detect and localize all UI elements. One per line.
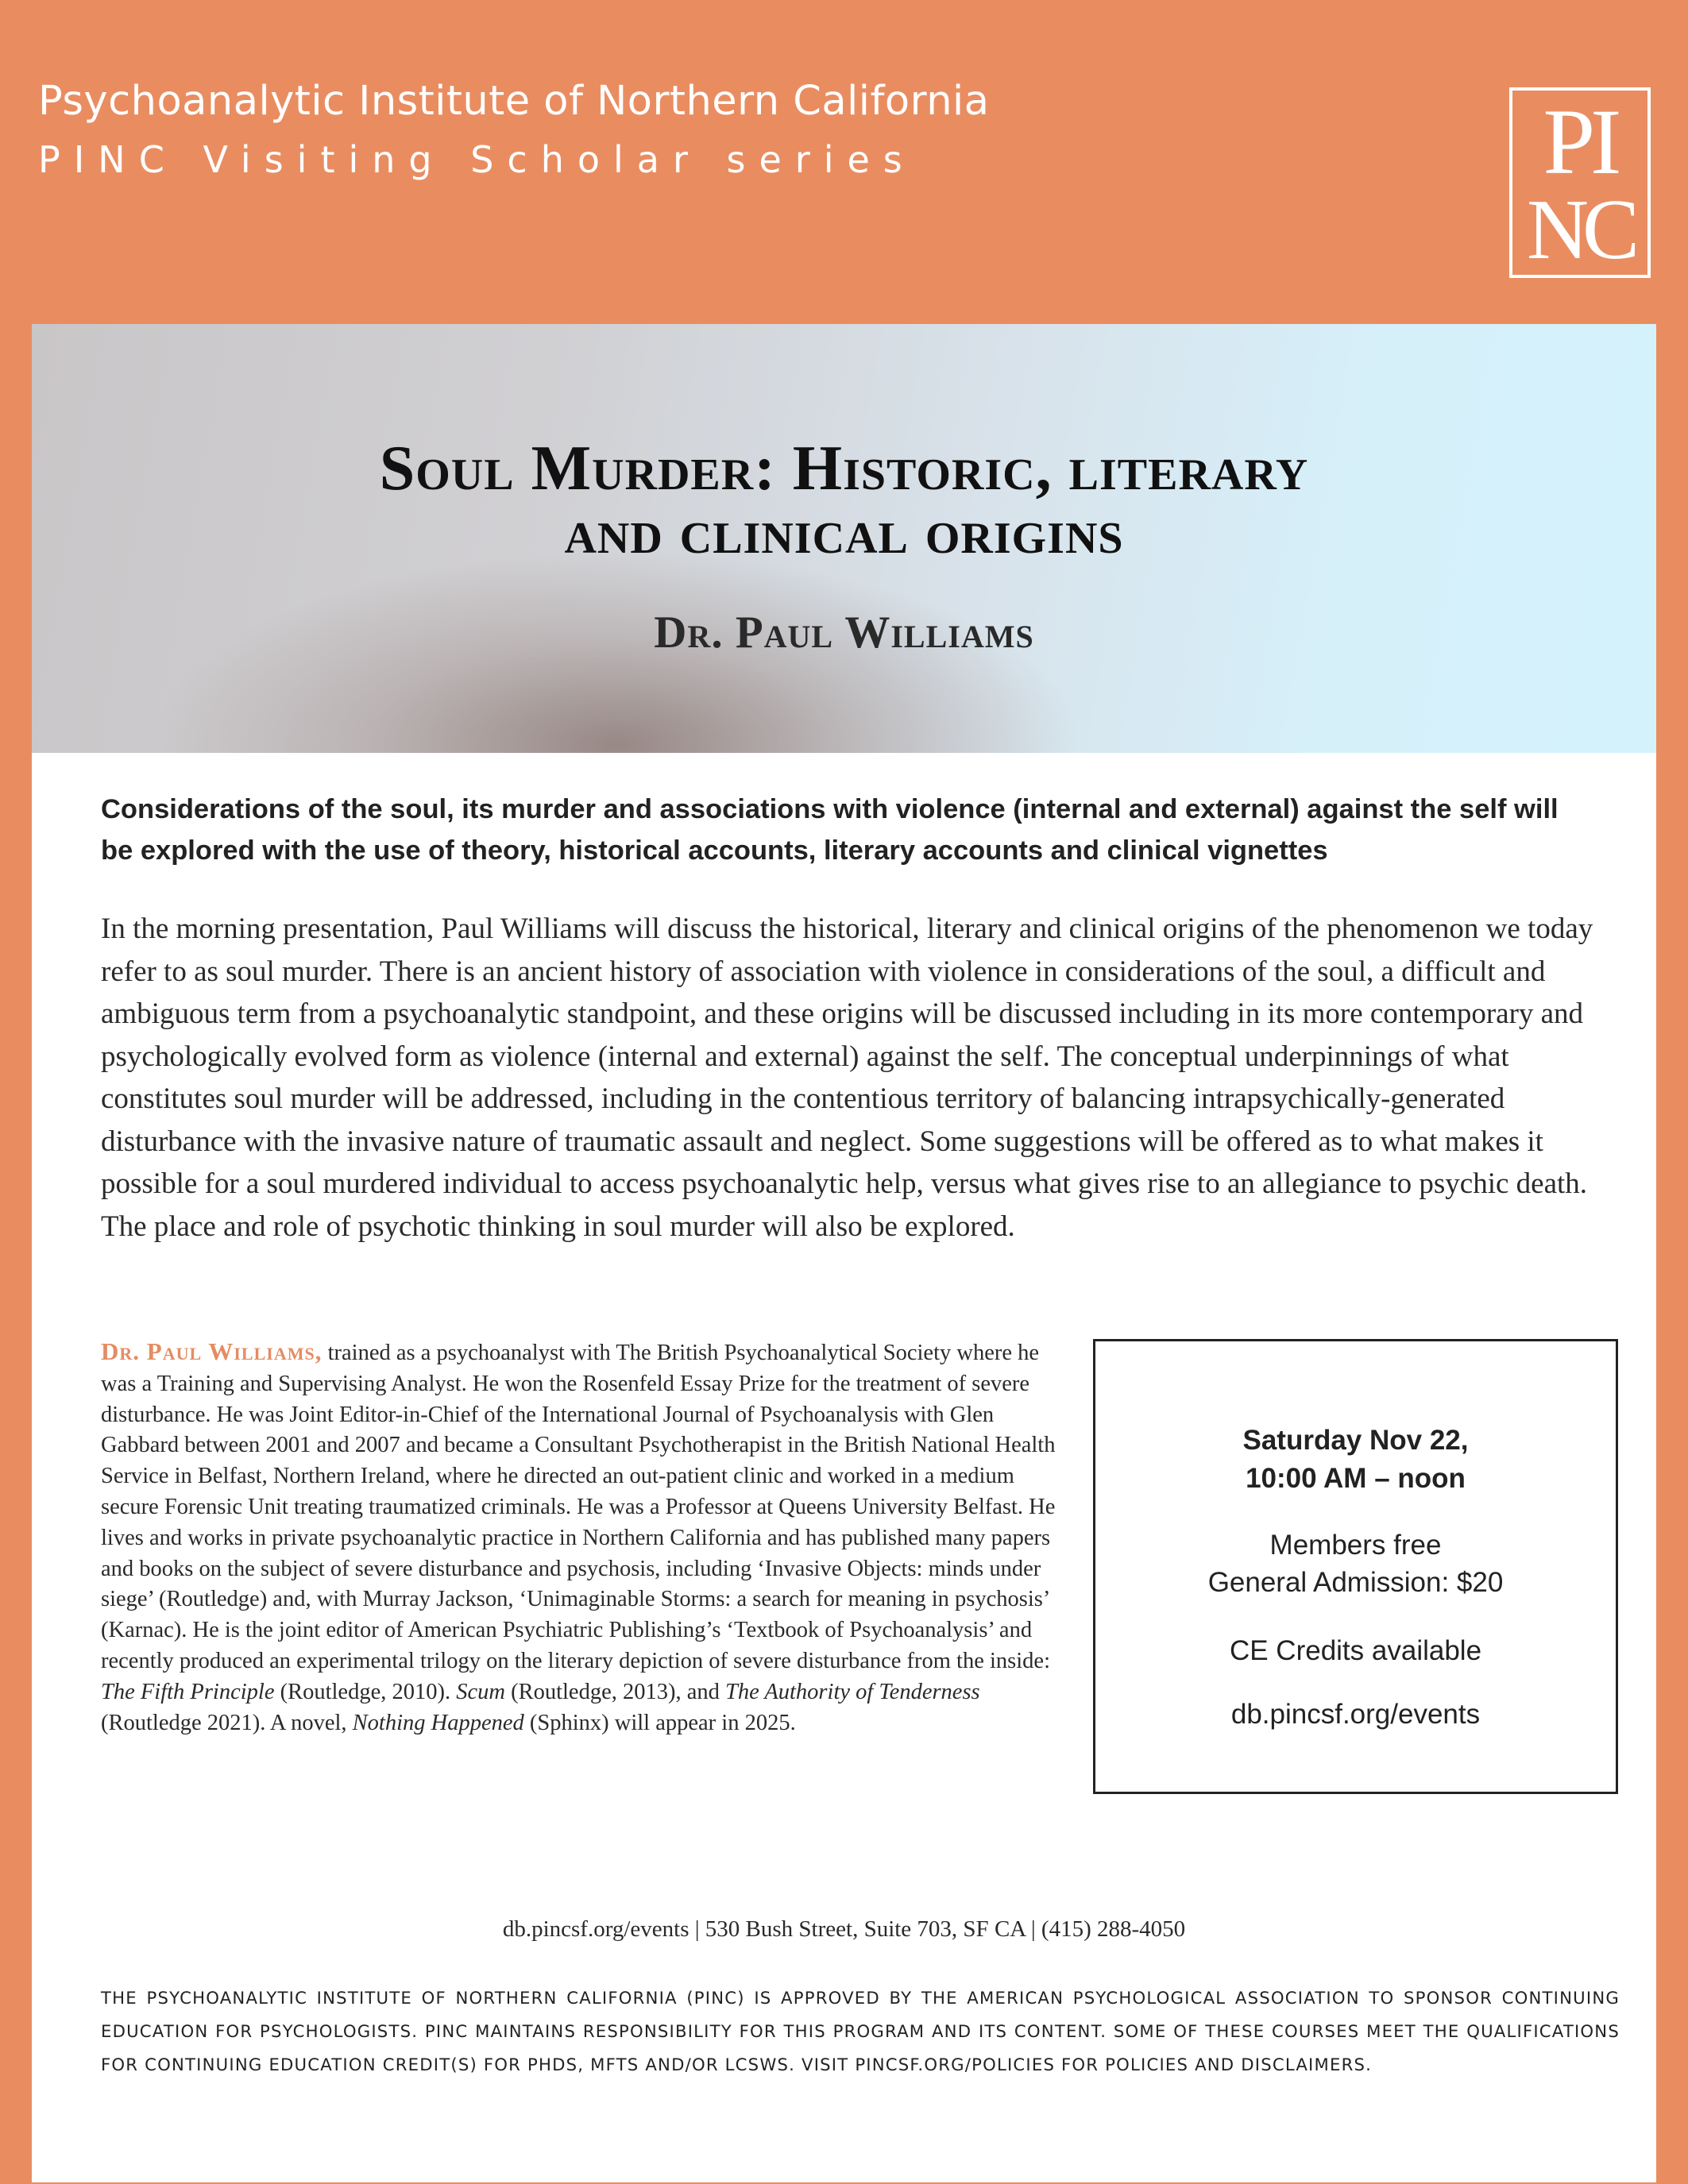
event-title [32, 434, 1656, 567]
bio-text-3: (Routledge, 2013), and [504, 1679, 725, 1704]
lede-paragraph: Considerations of the soul, its murder and associations with violence (internal and external) against the self will be explored with the use of theory, historical accounts, literary accounts and clinical vignettes [101, 794, 1559, 866]
ce-credits: CE Credits available [1229, 1635, 1482, 1666]
pinc-logo [1509, 87, 1651, 278]
ce-disclaimer: THE PSYCHOANALYTIC INSTITUTE OF NORTHERN CALIFORNIA (PINC) IS APPROVED BY THE AMERICAN PSYCHOLOGICAL ASSOCIATION TO SPONSOR CONTINUING EDUCATION FOR PSYCHOLOGISTS. PINC MAINTAINS RESPONSIBILITY FOR THIS PROGRAM AND ITS CONTENT. SOME OF THESE COURSES MEET THE QUALIFICATIONS FOR CONTINUING EDUCATION CREDIT(S) FOR PHDS, MFTS AND/OR LCSWS. VISIT PINCSF.ORG/POLICIES FOR POLICIES AND DISCLAIMERS. [101, 1988, 1620, 2074]
members-price: Members free [1269, 1530, 1442, 1561]
content-panel [32, 324, 1656, 2182]
event-details-box [1093, 1339, 1618, 1794]
event-title-line-2: and clinical origins [564, 497, 1124, 567]
event-time: 10:00 AM – noon [1246, 1463, 1466, 1494]
general-admission-price: General Admission: $20 [1207, 1567, 1504, 1598]
title-banner [32, 324, 1656, 753]
speaker-bio [101, 1337, 1074, 1738]
abstract-paragraph: In the morning presentation, Paul Williams will discuss the historical, literary and clinical origins of the phenomenon we today refer to as soul murder. There is an ancient history of association with violence in considerations of the soul, a difficult and ambiguous term from a psychoanalytic standpoint, and these origins will be discussed including in its more contemporary and psychologically evolved form as violence (internal and external) against the self. The conceptual underpinnings of what constitutes soul murder will be addressed, including in the contentious territory of balancing intrapsychically-generated disturbance with the invasive nature of traumatic assault and neglect. Some suggestions will be offered as to what makes it possible for a soul murdered individual to access psychoanalytic help, versus what gives rise to an allegiance to psychic death. The place and role of psychotic thinking in soul murder will also be explored. [101, 913, 1593, 1243]
bio-book-2: Scum [456, 1679, 505, 1704]
org-name: Psychoanalytic Institute of Northern California [38, 78, 990, 125]
bio-book-4: Nothing Happened [352, 1710, 524, 1735]
bio-book-3: The Authority of Tenderness [725, 1679, 980, 1704]
bio-text-2: (Routledge, 2010). [274, 1679, 457, 1704]
bio-speaker-name: Dr. Paul Williams, [101, 1337, 323, 1365]
bio-book-1: The Fifth Principle [101, 1679, 275, 1704]
bio-text-5: (Sphinx) will appear in 2025. [523, 1710, 796, 1735]
series-name: PINC Visiting Scholar series [38, 138, 916, 181]
logo-line-1: PI [1543, 90, 1617, 194]
event-date: Saturday Nov 22, [1242, 1425, 1469, 1456]
bio-text-4: (Routledge 2021). A novel, [101, 1710, 353, 1735]
logo-line-2: NC [1526, 183, 1634, 277]
bio-text-1: trained as a psychoanalyst with The British Psychoanalytical Society where he was a Training and Supervising Analyst. He won the Rosenfeld Essay Prize for the treatment of severe disturbance. He was Joint Editor-in-Chief of the International Journal of Psychoanalysis with Glen Gabbard between 2001 and 2007 and became a Consultant Psychotherapist in the British National Health Service in Belfast, Northern Ireland, where he directed an out-patient clinic and worked in a medium secure Forensic Unit treating traumatized criminals. He was a Professor at Queens University Belfast. He lives and works in private psychoanalytic practice in Northern California and has published many papers and books on the subject of severe disturbance and psychosis, including ‘Invasive Objects: minds under siege’ (Routledge) and, with Murray Jackson, ‘Unimaginable Storms: a search for meaning in psychosis’ (Karnac). He is the joint editor of American Psychiatric Publishing’s ‘Textbook of Psychoanalysis’ and recently produced an experimental trilogy on the literary depiction of severe disturbance from the inside: [101, 1341, 1056, 1673]
event-title-line-1: Soul Murder: Historic, literary [379, 434, 1309, 504]
contact-line: db.pincsf.org/events | 530 Bush Street, Suite 703, SF CA | (415) 288-4050 [502, 1916, 1186, 1942]
event-url[interactable]: db.pincsf.org/events [1230, 1699, 1481, 1730]
speaker-name: Dr. Paul Williams [654, 608, 1034, 658]
